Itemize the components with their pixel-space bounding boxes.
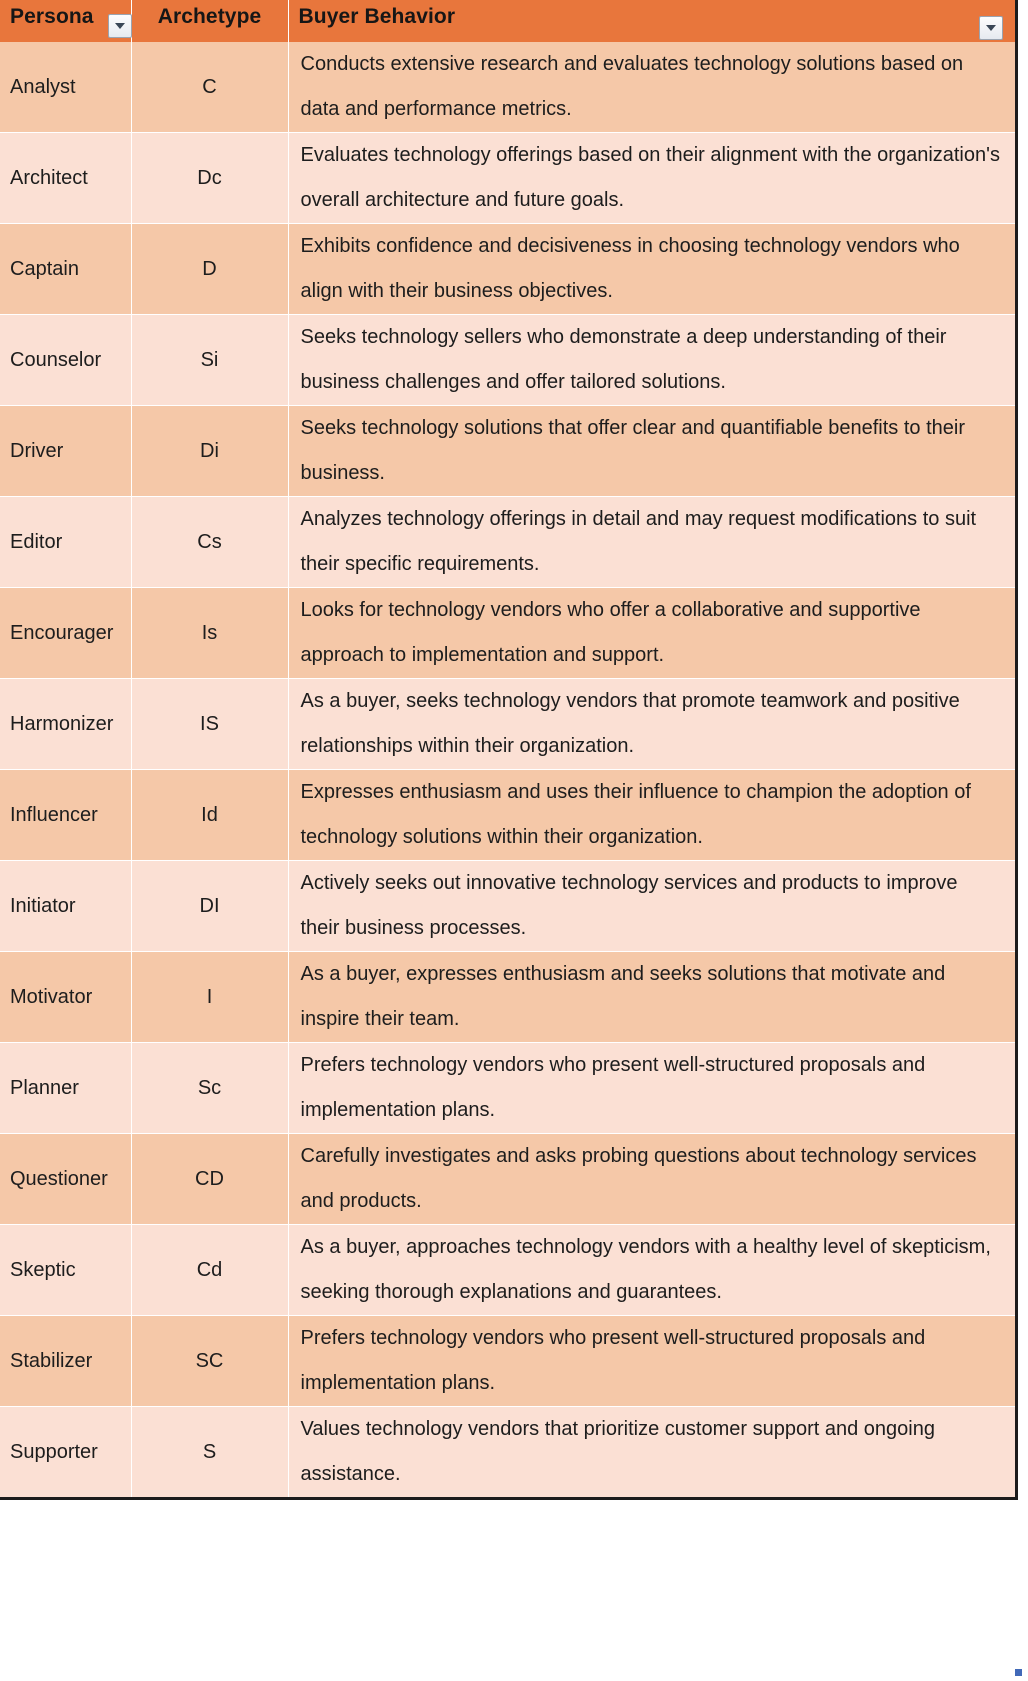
cell-buyer-behavior-text: Prefers technology vendors who present well-structured proposals and implementation plans. <box>300 1327 926 1394</box>
table-row[interactable] <box>0 770 1016 861</box>
cell-buyer-behavior[interactable] <box>288 1043 1016 1134</box>
table-row[interactable] <box>0 406 1016 497</box>
cell-persona[interactable]: Driver <box>0 406 131 497</box>
cell-buyer-behavior[interactable] <box>288 42 1016 133</box>
cell-persona[interactable]: Questioner <box>0 1134 131 1225</box>
cell-buyer-behavior[interactable] <box>288 861 1016 952</box>
column-header-persona-label: Persona <box>10 5 94 28</box>
cell-persona[interactable]: Architect <box>0 133 131 224</box>
cell-buyer-behavior-text: As a buyer, seeks technology vendors that promote teamwork and positive relationships within their organization. <box>300 690 960 757</box>
table-row[interactable] <box>0 1225 1016 1316</box>
cell-archetype[interactable]: Si <box>131 315 288 406</box>
table-row[interactable] <box>0 42 1016 133</box>
cell-buyer-behavior[interactable] <box>288 952 1016 1043</box>
cell-persona[interactable]: Counselor <box>0 315 131 406</box>
cell-archetype[interactable]: DI <box>131 861 288 952</box>
cell-persona[interactable]: Captain <box>0 224 131 315</box>
column-header-buyer-behavior-label: Buyer Behavior <box>298 5 456 28</box>
table-row[interactable] <box>0 1134 1016 1225</box>
cell-persona[interactable]: Initiator <box>0 861 131 952</box>
cell-archetype[interactable]: IS <box>131 679 288 770</box>
cell-persona[interactable]: Influencer <box>0 770 131 861</box>
cell-buyer-behavior[interactable] <box>288 679 1016 770</box>
cell-archetype[interactable]: Dc <box>131 133 288 224</box>
filter-dropdown-icon-persona[interactable] <box>108 14 132 38</box>
table-row[interactable] <box>0 315 1016 406</box>
cell-archetype[interactable]: Cs <box>131 497 288 588</box>
table-row[interactable] <box>0 133 1016 224</box>
table-row[interactable] <box>0 224 1016 315</box>
cell-buyer-behavior-text: Looks for technology vendors who offer a collaborative and supportive approach to implementation and support. <box>300 599 921 666</box>
table-row[interactable] <box>0 861 1016 952</box>
cell-buyer-behavior-text: Expresses enthusiasm and uses their influence to champion the adoption of technology solutions within their organization. <box>300 781 971 848</box>
cell-persona[interactable]: Encourager <box>0 588 131 679</box>
cell-buyer-behavior[interactable] <box>288 497 1016 588</box>
table-header <box>0 0 1016 42</box>
cell-buyer-behavior[interactable] <box>288 315 1016 406</box>
cell-persona[interactable]: Planner <box>0 1043 131 1134</box>
cell-buyer-behavior[interactable] <box>288 406 1016 497</box>
column-header-archetype-label: Archetype <box>157 5 262 28</box>
header-row <box>0 0 1016 42</box>
cell-archetype[interactable]: SC <box>131 1316 288 1407</box>
cell-archetype[interactable]: Sc <box>131 1043 288 1134</box>
cell-buyer-behavior[interactable] <box>288 133 1016 224</box>
cell-persona[interactable]: Analyst <box>0 42 131 133</box>
cell-buyer-behavior-text: Seeks technology sellers who demonstrate a deep understanding of their business challenges and offer tailored solutions. <box>300 326 947 393</box>
table-row[interactable] <box>0 1407 1016 1499</box>
cell-persona[interactable]: Harmonizer <box>0 679 131 770</box>
cell-buyer-behavior-text: Evaluates technology offerings based on their alignment with the organization's overall architecture and future goals. <box>300 144 1000 211</box>
chevron-down-icon <box>115 23 125 29</box>
cell-buyer-behavior[interactable] <box>288 1407 1016 1499</box>
cell-buyer-behavior[interactable] <box>288 1225 1016 1316</box>
cell-buyer-behavior-text: Seeks technology solutions that offer clear and quantifiable benefits to their business. <box>300 417 966 484</box>
cell-buyer-behavior-text: As a buyer, approaches technology vendors with a healthy level of skepticism, seeking thorough explanations and guarantees. <box>300 1236 991 1303</box>
chevron-down-icon <box>986 25 996 31</box>
selection-fill-handle[interactable] <box>1014 1668 1023 1677</box>
cell-buyer-behavior[interactable] <box>288 1134 1016 1225</box>
cell-archetype[interactable]: Is <box>131 588 288 679</box>
cell-archetype[interactable]: C <box>131 42 288 133</box>
cell-buyer-behavior-text: As a buyer, expresses enthusiasm and seeks solutions that motivate and inspire their team. <box>300 963 946 1030</box>
table-row[interactable] <box>0 952 1016 1043</box>
cell-buyer-behavior-text: Carefully investigates and asks probing questions about technology services and products. <box>300 1145 977 1212</box>
cell-buyer-behavior-text: Actively seeks out innovative technology services and products to improve their business processes. <box>300 872 958 939</box>
column-header-archetype[interactable] <box>131 0 288 42</box>
table-row[interactable] <box>0 497 1016 588</box>
cell-persona[interactable]: Supporter <box>0 1407 131 1499</box>
cell-buyer-behavior[interactable] <box>288 588 1016 679</box>
cell-buyer-behavior-text: Conducts extensive research and evaluates technology solutions based on data and performance metrics. <box>300 53 964 120</box>
column-header-buyer-behavior[interactable] <box>288 0 1016 42</box>
cell-persona[interactable]: Skeptic <box>0 1225 131 1316</box>
table-row[interactable] <box>0 679 1016 770</box>
cell-buyer-behavior[interactable] <box>288 224 1016 315</box>
table-body <box>0 42 1016 1499</box>
table-row[interactable] <box>0 588 1016 679</box>
cell-archetype[interactable]: Id <box>131 770 288 861</box>
table-row[interactable] <box>0 1043 1016 1134</box>
cell-archetype[interactable]: Cd <box>131 1225 288 1316</box>
cell-buyer-behavior-text: Exhibits confidence and decisiveness in choosing technology vendors who align with their business objectives. <box>300 235 960 302</box>
cell-buyer-behavior[interactable] <box>288 1316 1016 1407</box>
cell-persona[interactable]: Stabilizer <box>0 1316 131 1407</box>
cell-persona[interactable]: Editor <box>0 497 131 588</box>
column-header-persona[interactable] <box>0 0 131 42</box>
cell-archetype[interactable]: S <box>131 1407 288 1499</box>
cell-buyer-behavior-text: Values technology vendors that prioritize customer support and ongoing assistance. <box>300 1418 935 1485</box>
cell-persona[interactable]: Motivator <box>0 952 131 1043</box>
cell-archetype[interactable]: CD <box>131 1134 288 1225</box>
table-row[interactable] <box>0 1316 1016 1407</box>
cell-archetype[interactable]: Di <box>131 406 288 497</box>
cell-archetype[interactable]: D <box>131 224 288 315</box>
filter-dropdown-icon-buyer-behavior[interactable] <box>979 16 1003 40</box>
cell-archetype[interactable]: I <box>131 952 288 1043</box>
cell-buyer-behavior-text: Analyzes technology offerings in detail and may request modifications to suit their specific requirements. <box>300 508 977 575</box>
cell-buyer-behavior[interactable] <box>288 770 1016 861</box>
cell-buyer-behavior-text: Prefers technology vendors who present well-structured proposals and implementation plans. <box>300 1054 926 1121</box>
